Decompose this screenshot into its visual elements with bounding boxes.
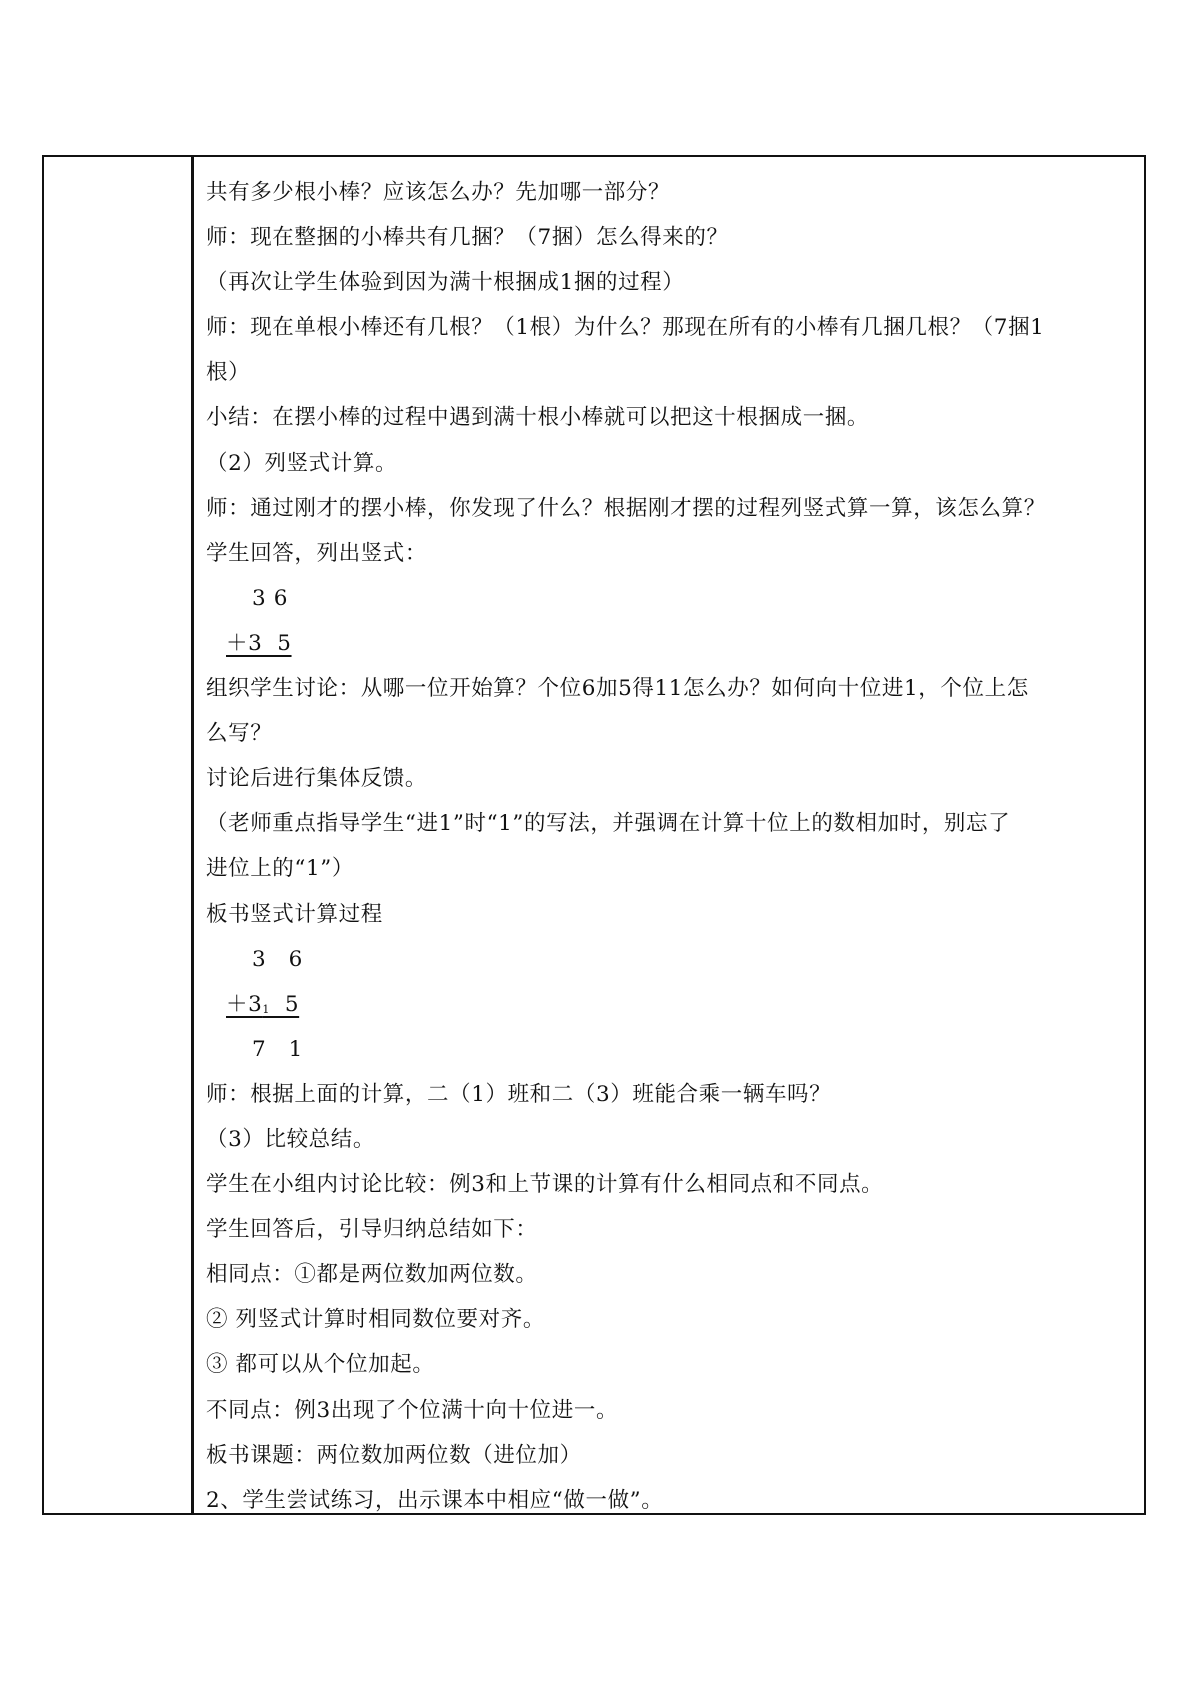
text-line: 学生回答，列出竖式： <box>206 540 428 566</box>
lesson-table <box>42 155 1146 1515</box>
text-line: 相同点：①都是两位数加两位数。 <box>206 1262 538 1288</box>
text-line: 讨论后进行集体反馈。 <box>206 766 428 792</box>
text-line: 么写？ <box>206 721 273 747</box>
text-line: 师：现在整捆的小棒共有几捆？（7捆）怎么得来的？ <box>206 225 729 251</box>
vertical-calc-row-1 <box>206 576 1130 621</box>
text-line: 学生回答后，引导归纳总结如下： <box>206 1217 538 1243</box>
board-calc-row-2 <box>206 982 1130 1027</box>
text-line: ② 列竖式计算时相同数位要对齐。 <box>206 1307 545 1333</box>
table-left-column <box>44 157 194 1513</box>
text-line: （老师重点指导学生“进1”时“1”的写法，并强调在计算十位上的数相加时，别忘了 <box>206 811 1011 837</box>
text-line: 根） <box>206 360 251 386</box>
text-line: 板书竖式计算过程 <box>206 901 383 927</box>
text-line: 学生在小组内讨论比较：例3和上节课的计算有什么相同点和不同点。 <box>206 1172 884 1198</box>
carry-mark: 1 <box>262 1002 270 1016</box>
text-line: （再次让学生体验到因为满十根捆成1捆的过程） <box>206 270 685 296</box>
board-calc-result <box>206 1027 1130 1072</box>
text-line: ③ 都可以从个位加起。 <box>206 1352 435 1378</box>
text-line: 师：现在单根小棒还有几根？（1根）为什么？那现在所有的小棒有几捆几根？（7捆1 <box>206 315 1045 341</box>
text-line: （3）比较总结。 <box>206 1126 375 1152</box>
calc-addend: ＋3 5 <box>226 630 292 656</box>
vertical-calc-row-2 <box>206 621 1130 666</box>
text-line: 2、学生尝试练习，出示课本中相应“做一做”。 <box>206 1487 664 1513</box>
text-line: 组织学生讨论：从哪一位开始算？个位6加5得11怎么办？如何向十位进1，个位上怎 <box>206 676 1029 702</box>
calc-addend-ones: 5 <box>270 991 300 1017</box>
calc-addend-tens: ＋3 <box>226 991 263 1017</box>
text-line: 共有多少根小棒？应该怎么办？先加哪一部分？ <box>206 180 671 205</box>
table-content-column <box>194 157 1144 1513</box>
text-line: 师：根据上面的计算，二（1）班和二（3）班能合乘一辆车吗？ <box>206 1081 832 1107</box>
text-line: （2）列竖式计算。 <box>206 450 398 476</box>
text-line: 进位上的“1”） <box>206 856 354 882</box>
calc-top-number: 3 6 <box>252 585 288 611</box>
board-calc-row-1 <box>206 937 1130 982</box>
calc-addend-with-carry <box>206 982 299 1032</box>
calc-sum: 7 1 <box>252 1036 303 1062</box>
text-line: 不同点：例3出现了个位满十向十位进一。 <box>206 1397 619 1423</box>
text-line: 小结：在摆小棒的过程中遇到满十根小棒就可以把这十根捆成一捆。 <box>206 405 870 431</box>
text-line: 板书课题：两位数加两位数（进位加） <box>206 1442 582 1468</box>
text-line: 师：通过刚才的摆小棒，你发现了什么？根据刚才摆的过程列竖式算一算，该怎么算？ <box>206 495 1046 521</box>
calc-top-number: 3 6 <box>252 946 303 972</box>
